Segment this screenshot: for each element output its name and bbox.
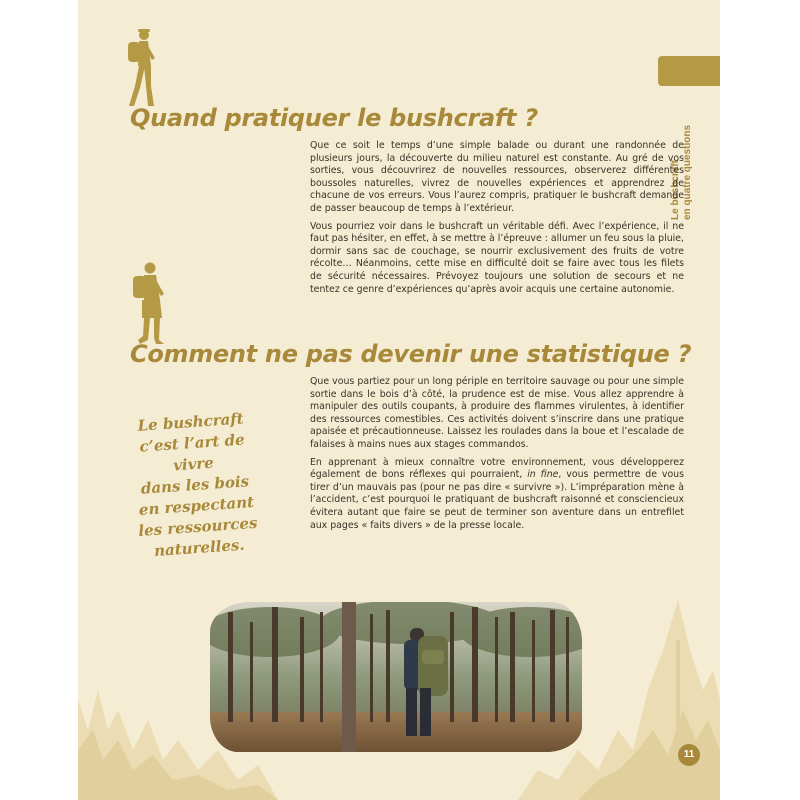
section-2-paragraph-2-end: , vous permettre de vous tirer d’un mauvais pas (pour ne pas dire « survivre »). L’impréparation mène à l’accident, c’est pourquoi le pratiquant de bushcraft raisonné et consciencieux évitera autant que faire se peut de terminer son aventure dans un entrefilet aux pages « faits divers » de la presse locale. bbox=[310, 469, 685, 531]
page-number-badge: 11 bbox=[678, 744, 700, 766]
pull-quote-line-1: Le bushcraft bbox=[136, 409, 245, 435]
section-2-body bbox=[310, 376, 684, 537]
hiker-icon bbox=[124, 28, 160, 110]
pull-quote-line-4: en respectant bbox=[138, 492, 255, 519]
section-2-paragraph-2 bbox=[310, 457, 684, 533]
section-1-paragraph-1: Que ce soit le temps d’une simple balade ou durant une randonnée de plusieurs jours, la découverte du milieu naturel est constante. Au gré de vos sorties, vous découvrirez de nouvelles ressources, observerez différentes boussoles naturelles, vivrez de nouvelles expériences et apprendrez de chacune de vos erreurs. Vous l’aurez compris, pratiquer le bushcraft demande de passer beaucoup de temps à l’extérieur. bbox=[310, 140, 684, 214]
pull-quote-line-5: les ressources bbox=[137, 513, 258, 541]
section-2-heading: Comment ne pas devenir une statistique ? bbox=[130, 340, 692, 368]
section-1-heading: Quand pratiquer le bushcraft ? bbox=[130, 104, 538, 132]
side-tab-line-2: en quatre questions bbox=[682, 124, 693, 220]
hiker-icon bbox=[128, 260, 168, 346]
section-2-paragraph-2-italic: in fine bbox=[527, 469, 559, 481]
book-page bbox=[78, 0, 720, 800]
side-tab-line-1: Le bushcraft bbox=[670, 159, 681, 220]
pull-quote-line-2: c’est l’art de vivre bbox=[138, 430, 246, 475]
pull-quote-line-3: dans les bois bbox=[140, 472, 250, 498]
forest-hiker-photo bbox=[210, 602, 582, 752]
pull-quote bbox=[115, 407, 275, 564]
section-2-paragraph-1: Que vous partiez pour un long périple en territoire sauvage ou pour une simple sortie dans le bois d’à côté, la prudence est de mise. Vous allez apprendre à manipuler des outils coupants, à produire des flammes virulentes, à identifier des ressources comestibles. Ces activités doivent s’inscrire dans une pratique apaisée et précautionneuse. Laissez les roulades dans la boue et l’escalade de falaises à mains nues aux stages commandos. bbox=[310, 376, 684, 450]
side-tab-marker bbox=[658, 56, 720, 86]
section-1-body bbox=[310, 140, 684, 301]
section-1-paragraph-2: Vous pourriez voir dans le bushcraft un véritable défi. Avec l’expérience, il ne faut pas hésiter, en effet, à se mettre à l’épreuve : allumer un feu sous la pluie, dormir sans sac de couchage, se nourrir exclusivement des fruits de votre récolte… Néanmoins, cette mise en difficulté doit se faire avec tous les filets de sécurité nécessaires. Prévoyez toujours une solution de secours et ne tentez ce genre d’expériences qu’après avoir acquis une certaine autonomie. bbox=[310, 220, 684, 295]
section-2-paragraph-2-start: En apprenant à mieux connaître votre environnement, vous développerez également de bons réflexes qui pourraient, bbox=[310, 456, 684, 481]
pull-quote-line-6: naturelles. bbox=[153, 535, 246, 560]
